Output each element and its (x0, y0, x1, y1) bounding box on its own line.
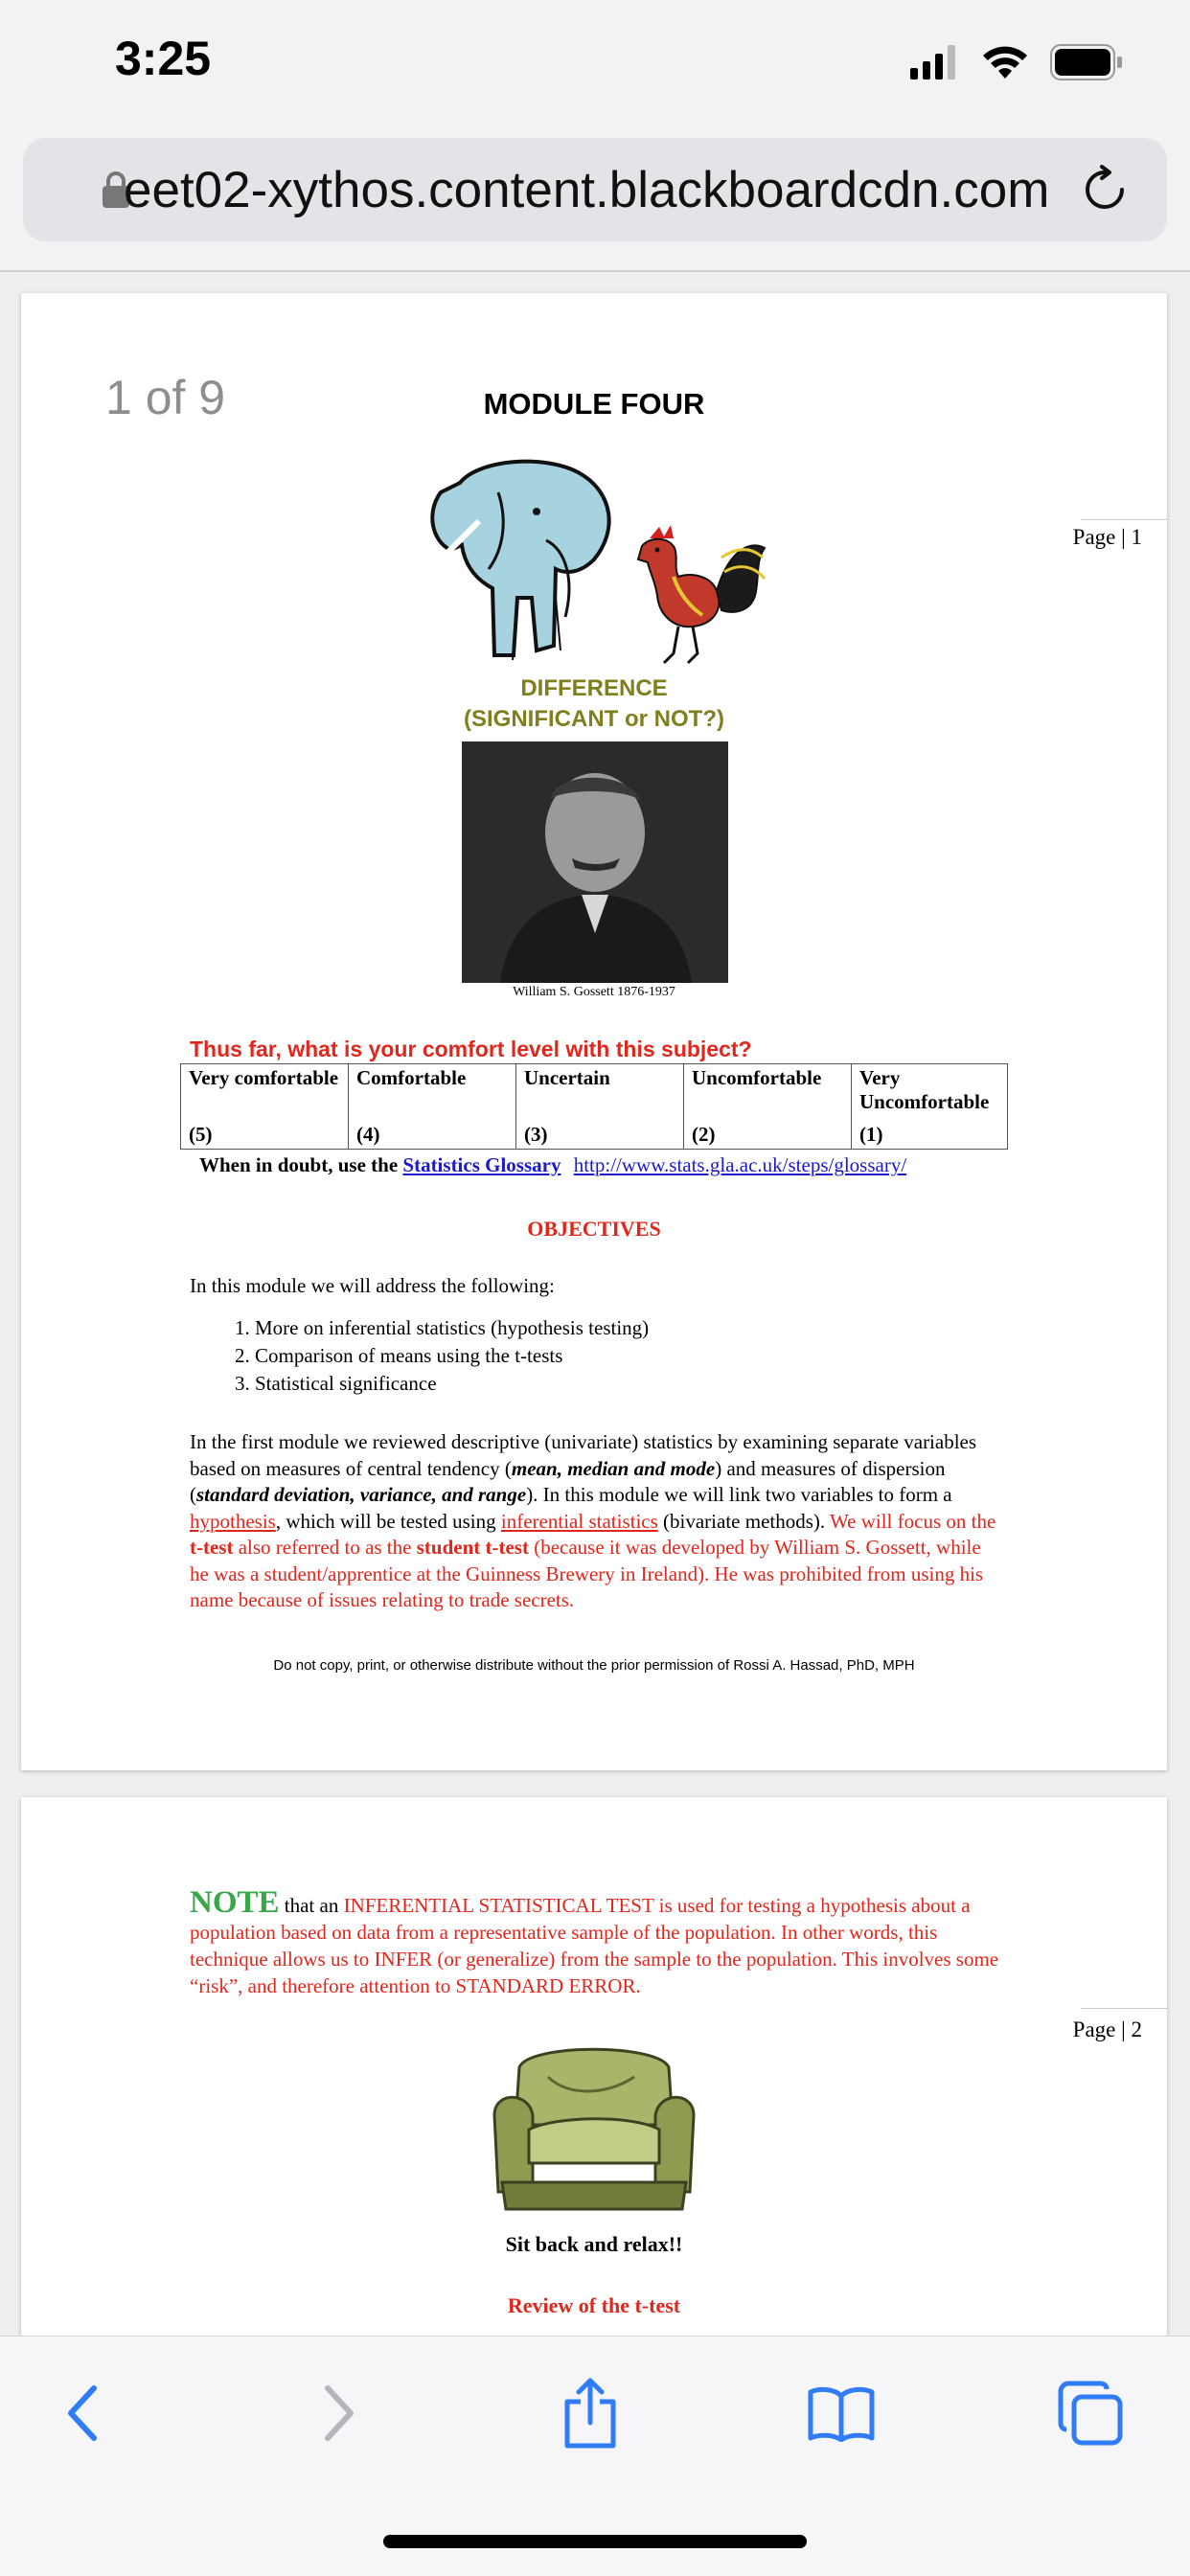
home-indicator[interactable] (383, 2535, 807, 2548)
body-paragraph: In the first module we reviewed descriptive (univariate) statistics by examining separate variables based on measures of central tendency (mean, median and mode) and measures of dispersion (standard deviation, variance, and range). In this module we will link two variables to form a hypothesis, which will be tested using inferential statistics (bivariate methods). We will focus on the t-test also referred to as the student t-test (because it was developed by William S. Gossett, while he was a student/apprentice at the Guinness Brewery in Ireland). He was prohibited from using his name because of issues relating to trade secrets. (190, 1430, 996, 1611)
status-time: 3:25 (115, 32, 212, 85)
comfort-cell: Comfortable (4) (349, 1064, 516, 1150)
list-item: 3. Statistical significance (255, 1370, 649, 1398)
forward-button[interactable] (301, 2375, 378, 2451)
back-button[interactable] (44, 2375, 121, 2451)
sit-back-caption: Sit back and relax!! (505, 2232, 683, 2256)
elephant-illustration (422, 454, 632, 674)
comfort-cell: Uncomfortable (2) (684, 1064, 852, 1150)
module-title: MODULE FOUR (483, 387, 705, 421)
note-paragraph: NOTE that an INFERENTIAL STATISTICAL TEST is used for testing a hypothesis about a population based on data from a representative sample of the population. In other words, this technique allows us to INFER (or generalize) from the sample to the population. This involves some “risk”, and therefore attention to STANDARD ERROR. (190, 1885, 999, 1997)
pdf-page-1 (21, 293, 1167, 1770)
comfort-cell: Uncertain (3) (516, 1064, 684, 1150)
glossary-url-link[interactable]: http://www.stats.gla.ac.uk/steps/glossary/ (573, 1153, 907, 1176)
comfort-question: Thus far, what is your comfort level with this subject? (190, 1037, 752, 1061)
tabs-button[interactable] (1052, 2375, 1129, 2451)
document-viewer[interactable] (0, 272, 1190, 2336)
reload-icon[interactable] (1081, 165, 1129, 215)
gossett-photo (462, 741, 728, 983)
difference-subtitle: (SIGNIFICANT or NOT?) (464, 706, 724, 732)
armchair-illustration (491, 2039, 698, 2221)
wifi-icon (981, 44, 1029, 80)
status-icons (910, 44, 1123, 80)
note-word: NOTE (190, 1885, 280, 1920)
address-bar[interactable] (23, 138, 1167, 241)
bookmarks-button[interactable] (803, 2375, 880, 2451)
chevron-left-icon (63, 2382, 102, 2444)
share-button[interactable] (552, 2375, 629, 2451)
page-label-rule (1081, 2008, 1167, 2009)
objectives-heading: OBJECTIVES (527, 1217, 661, 1241)
comfort-table (180, 1063, 1008, 1150)
page-label: Page | 2 (1072, 2017, 1142, 2041)
url-text[interactable]: eet02-xythos.content.blackboardcdn.com (124, 162, 1050, 218)
page-label-rule (1081, 519, 1167, 520)
photo-caption: William S. Gossett 1876-1937 (513, 985, 675, 999)
hypothesis-link[interactable]: hypothesis (190, 1509, 276, 1533)
pdf-page-2 (21, 1797, 1167, 2336)
page-indicator: 1 of 9 (105, 371, 226, 424)
list-item: 1. More on inferential statistics (hypothesis testing) (255, 1314, 649, 1342)
inferential-statistics-link[interactable]: inferential statistics (500, 1509, 658, 1533)
difference-title: DIFFERENCE (520, 675, 668, 701)
status-bar (0, 0, 1190, 134)
battery-icon (1050, 44, 1123, 80)
page-label: Page | 1 (1072, 525, 1142, 549)
comfort-cell: Very Uncomfortable (1) (852, 1064, 1008, 1150)
review-heading: Review of the t-test (507, 2293, 681, 2317)
share-icon (561, 2377, 619, 2450)
glossary-line: When in doubt, use the Statistics Glossary http://www.stats.gla.ac.uk/steps/glossary/ (199, 1153, 907, 1176)
signal-icon (910, 45, 960, 80)
tabs-icon (1057, 2380, 1124, 2447)
rooster-illustration (621, 519, 774, 672)
copyright-note: Do not copy, print, or otherwise distribute without the prior permission of Rossi A. Hassad, PhD, MPH (273, 1657, 915, 1674)
book-icon (807, 2384, 876, 2442)
glossary-link[interactable]: Statistics Glossary (402, 1153, 561, 1176)
objectives-list (228, 1314, 649, 1398)
chevron-right-icon (320, 2382, 358, 2444)
comfort-cell: Very comfortable (5) (181, 1064, 349, 1150)
list-item: 2. Comparison of means using the t-tests (255, 1342, 649, 1370)
objectives-intro: In this module we will address the following: (190, 1274, 555, 1297)
